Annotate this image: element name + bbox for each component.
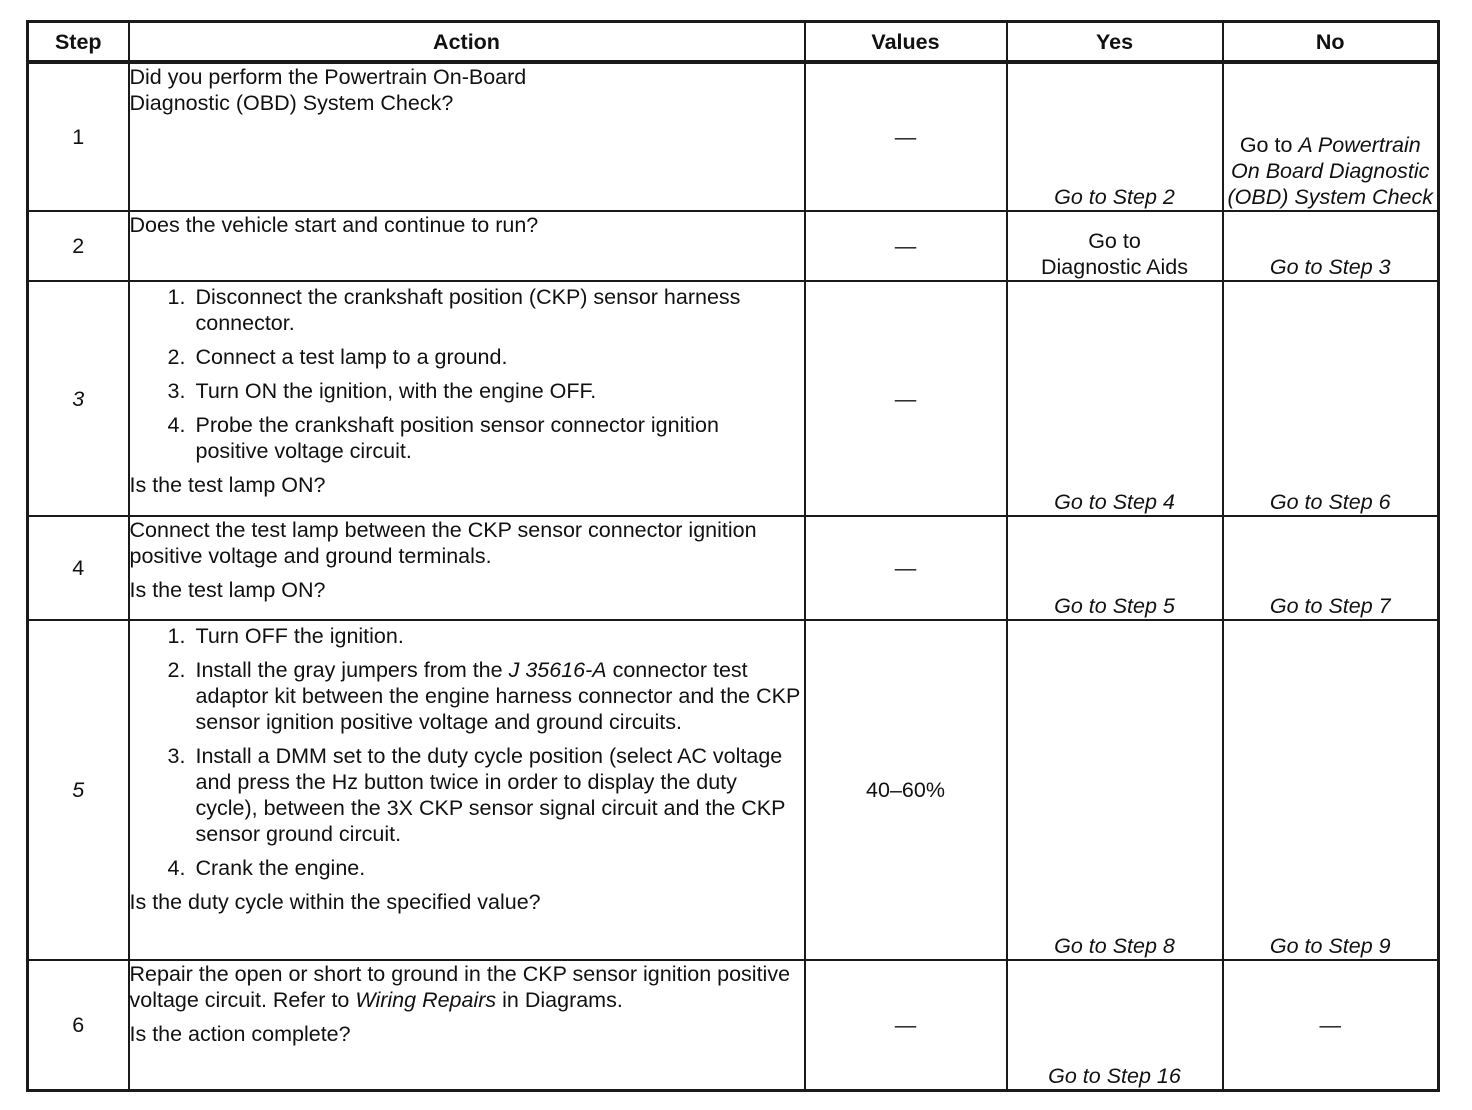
list-item: 4 . Crank the engine. — [130, 855, 804, 881]
yes-reference: Diagnostic Aids — [1041, 255, 1188, 279]
header-row — [28, 22, 1439, 63]
action-cell — [129, 211, 805, 281]
no-cell: — — [1223, 960, 1439, 1090]
list-item: 1 . Turn OFF the ignition. — [130, 623, 804, 649]
action-cell — [129, 516, 805, 620]
yes-cell: Go to Step 5 — [1007, 516, 1223, 620]
table-row — [28, 516, 1439, 620]
table-row — [28, 211, 1439, 281]
no-cell: Go to Step 3 — [1223, 211, 1439, 281]
question-text: Is the action complete? — [129, 1022, 351, 1046]
no-reference: A Powertrain On Board Diagnostic (OBD) System Check — [1227, 133, 1433, 209]
value-cell: — — [805, 960, 1007, 1090]
step-number: 1 — [28, 62, 129, 211]
table-row — [28, 620, 1439, 960]
list-item: 3 . Turn ON the ignition, with the engine OFF. — [130, 378, 804, 404]
action-cell — [129, 620, 805, 960]
header-yes: Yes — [1007, 22, 1223, 63]
step-text: connector test adaptor kit between the engine harness connector and the CKP sensor ignition positive voltage and ground circuits. — [195, 658, 800, 734]
yes-cell: Go to Step 2 — [1007, 62, 1223, 211]
step-number: 5 — [28, 620, 129, 960]
step-number: 4 — [28, 516, 129, 620]
table-row — [28, 960, 1439, 1090]
yes-cell: Go to Step 8 — [1007, 620, 1223, 960]
no-cell — [1223, 62, 1439, 211]
header-action: Action — [129, 22, 805, 63]
procedure-list — [130, 284, 804, 464]
table-row — [28, 281, 1439, 516]
procedure-list — [130, 623, 804, 881]
list-item: 4 . Probe the crankshaft position sensor connector ignition positive voltage circuit. — [130, 412, 804, 464]
step-number: 3 — [28, 281, 129, 516]
value-cell: — — [805, 62, 1007, 211]
no-cell: Go to Step 9 — [1223, 620, 1439, 960]
no-cell: Go to Step 6 — [1223, 281, 1439, 516]
action-text: Did you perform the Powertrain On-Board Diagnostic (OBD) System Check? — [129, 65, 527, 115]
value-cell: — — [805, 281, 1007, 516]
action-cell — [129, 960, 805, 1090]
list-item: 1 . Disconnect the crankshaft position (CKP) sensor harness connector. — [130, 284, 804, 336]
question-text: Is the test lamp ON? — [129, 473, 326, 497]
question-text: Is the duty cycle within the specified value? — [129, 890, 541, 914]
value-cell: 40–60% — [805, 620, 1007, 960]
tool-reference: J 35616-A — [508, 658, 607, 682]
value-cell: — — [805, 211, 1007, 281]
wiring-repairs-reference: Wiring Repairs — [355, 988, 497, 1012]
yes-prefix: Go to — [1088, 229, 1141, 253]
diagnostic-table — [26, 20, 1440, 1092]
yes-cell: Go to Step 4 — [1007, 281, 1223, 516]
action-cell — [129, 62, 805, 211]
yes-cell: Go to Step 16 — [1007, 960, 1223, 1090]
list-item: 2 . Connect a test lamp to a ground. — [130, 344, 804, 370]
value-cell: — — [805, 516, 1007, 620]
yes-cell — [1007, 211, 1223, 281]
table-row — [28, 62, 1439, 211]
no-cell: Go to Step 7 — [1223, 516, 1439, 620]
action-text: Connect the test lamp between the CKP sensor connector ignition positive voltage and ground terminals. — [129, 518, 757, 568]
action-text: Repair the open or short to ground in the CKP sensor ignition positive voltage circuit. Refer to Wiring Repairs in Diagrams. — [129, 962, 791, 1012]
action-cell — [129, 281, 805, 516]
step-number: 2 — [28, 211, 129, 281]
action-text: Does the vehicle start and continue to run? — [129, 213, 539, 237]
list-item: 2 . Install the gray jumpers from the J 35616-A connector test adaptor kit between the engine harness connector and the CKP sensor ignition positive voltage and ground circuits. — [130, 657, 804, 735]
no-prefix: Go to — [1239, 133, 1293, 157]
step-number: 6 — [28, 960, 129, 1090]
question-text: Is the test lamp ON? — [129, 578, 326, 602]
header-no: No — [1223, 22, 1439, 63]
list-item: 3 . Install a DMM set to the duty cycle position (select AC voltage and press the Hz button twice in order to display the duty cycle), between the 3X CKP sensor signal circuit and the CKP sensor ground circuit. — [130, 743, 804, 847]
header-values: Values — [805, 22, 1007, 63]
header-step: Step — [28, 22, 129, 63]
step-text: Install the gray jumpers from the — [195, 658, 503, 682]
